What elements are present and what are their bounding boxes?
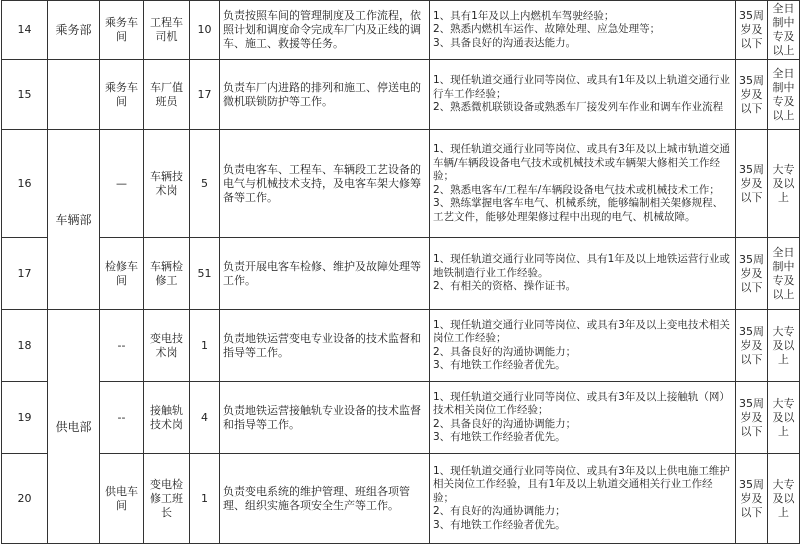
position-cell: 接触轨技术岗 [144,382,190,454]
headcount-cell: 1 [190,454,220,544]
duty-cell: 负责地铁运营变电专业设备的技术监督和指导等工作。 [220,310,430,382]
requirements-cell [430,238,736,310]
duty-cell: 负责开展电客车检修、维护及故障处理等工作。 [220,238,430,310]
headcount-cell: 1 [190,310,220,382]
workshop-cell: 乘务车间 [100,1,144,60]
table-row [2,310,800,382]
education-cell: 大专及以上 [768,382,800,454]
headcount-cell: 51 [190,238,220,310]
age-cell: 35周岁及以下 [736,1,768,60]
requirement-line: 2、有良好的沟通协调能力； [433,505,566,518]
requirement-line: 3、熟练掌握电客车电气、机械系统，能够编制相关架修规程、工艺文件，能够处理架修过程中出现的电气、机械故障。 [433,197,724,223]
requirement-line: 3、有地铁工作经验者优先。 [433,518,566,531]
duty-cell: 负责地铁运营接触轨专业设备的技术监督和指导等工作。 [220,382,430,454]
duty-cell: 负责车厂内进路的排列和施工、停送电的微机联锁防护等工作。 [220,60,430,130]
education-cell: 全日制中专及以上 [768,238,800,310]
education-cell: 全日制中专及以上 [768,1,800,60]
headcount-cell: 10 [190,1,220,60]
row-number: 16 [2,130,48,238]
requirement-line: 1、具有1年及以上内燃机车驾驶经验； [433,9,615,22]
table-row [2,1,800,60]
age-cell: 35周岁及以下 [736,454,768,544]
department-cell: 车辆部 [48,130,100,310]
requirement-line: 2、具备良好的沟通协调能力； [433,345,577,358]
requirements-cell [430,310,736,382]
requirements-cell [430,382,736,454]
headcount-cell: 5 [190,130,220,238]
requirement-line: 1、现任轨道交通行业同等岗位、或具有3年及以上城市轨道交通车辆/车辆段设备电气技术或机械技术或车辆架大修相关工作经验； [433,143,730,182]
workshop-cell: 供电车间 [100,454,144,544]
requirement-line: 2、具备良好的沟通协调能力； [433,417,577,430]
requirement-line: 3、具备良好的沟通表达能力。 [433,36,577,49]
requirement-line: 2、熟悉内燃机车运作、故障处理、应急处理等； [433,23,661,36]
table-row [2,130,800,238]
position-cell: 变电检修工班长 [144,454,190,544]
workshop-cell: -- [100,310,144,382]
headcount-cell: 4 [190,382,220,454]
education-cell: 大专及以上 [768,310,800,382]
requirement-line: 1、现任轨道交通行业同等岗位、或具有1年及以上轨道交通行业行车工作经验； [433,74,730,100]
row-number: 15 [2,60,48,130]
position-cell: 工程车司机 [144,1,190,60]
department-cell [48,60,100,130]
department-cell: 供电部 [48,310,100,544]
education-cell: 大专及以上 [768,130,800,238]
requirements-cell [430,60,736,130]
age-cell: 35周岁及以下 [736,60,768,130]
row-number: 20 [2,454,48,544]
position-cell: 车厂值班员 [144,60,190,130]
requirement-line: 2、熟悉电客车/工程车/车辆段设备电气技术或机械技术工作； [433,183,720,196]
recruitment-table [1,0,800,544]
row-number: 17 [2,238,48,310]
age-cell: 35周岁及以下 [736,310,768,382]
table-row [2,238,800,310]
requirement-line: 1、现任轨道交通行业同等岗位、或具有3年及以上变电技术相关岗位工作经验； [433,318,730,344]
age-cell: 35周岁及以下 [736,382,768,454]
requirement-line: 3、有地铁工作经验者优先。 [433,359,566,371]
requirements-cell [430,1,736,60]
position-cell: 车辆技术岗 [144,130,190,238]
duty-cell: 负责变电系统的维护管理、班组各项管理、组织实施各项安全生产等工作。 [220,454,430,544]
duty-cell: 负责电客车、工程车、车辆段工艺设备的电气与机械技术支持，及电客车架大修筹备等工作。 [220,130,430,238]
department-cell: 乘务部 [48,1,100,60]
age-cell: 35周岁及以下 [736,238,768,310]
position-cell: 变电技术岗 [144,310,190,382]
requirement-line: 1、现任轨道交通行业同等岗位、或具有3年及以上供电施工维护相关岗位工作经验，且有1年及以上轨道交通相关行业工作经验； [433,464,730,504]
requirement-line: 1、现任轨道交通行业同等岗位、或具有3年及以上接触轨（网）技术相关岗位工作经验； [433,390,730,416]
requirements-cell [430,130,736,238]
table-row [2,454,800,544]
requirement-line: 3、有地铁工作经验者优先。 [433,431,566,443]
workshop-cell: 检修车间 [100,238,144,310]
requirement-line: 2、有相关的资格、操作证书。 [433,280,577,293]
duty-cell: 负责按照车间的管理制度及工作流程，依照计划和调度命令完成车厂内及正线的调车、施工、救援等任务。 [220,1,430,60]
row-number: 18 [2,310,48,382]
workshop-cell: -- [100,382,144,454]
requirement-line: 2、熟悉微机联锁设备或熟悉车厂接发列车作业和调车作业流程 [433,101,724,114]
requirements-cell [430,454,736,544]
position-cell: 车辆检修工 [144,238,190,310]
workshop-cell: — [100,130,144,238]
row-number: 19 [2,382,48,454]
education-cell: 大专及以上 [768,454,800,544]
table-row [2,60,800,130]
headcount-cell: 17 [190,60,220,130]
education-cell: 全日制中专及以上 [768,60,800,130]
requirement-line: 1、现任轨道交通行业同等岗位、具有1年及以上地铁运营行业或地铁制造行业工作经验。 [433,253,730,279]
row-number: 14 [2,1,48,60]
age-cell: 35周岁及以下 [736,130,768,238]
table-row [2,382,800,454]
workshop-cell: 乘务车间 [100,60,144,130]
